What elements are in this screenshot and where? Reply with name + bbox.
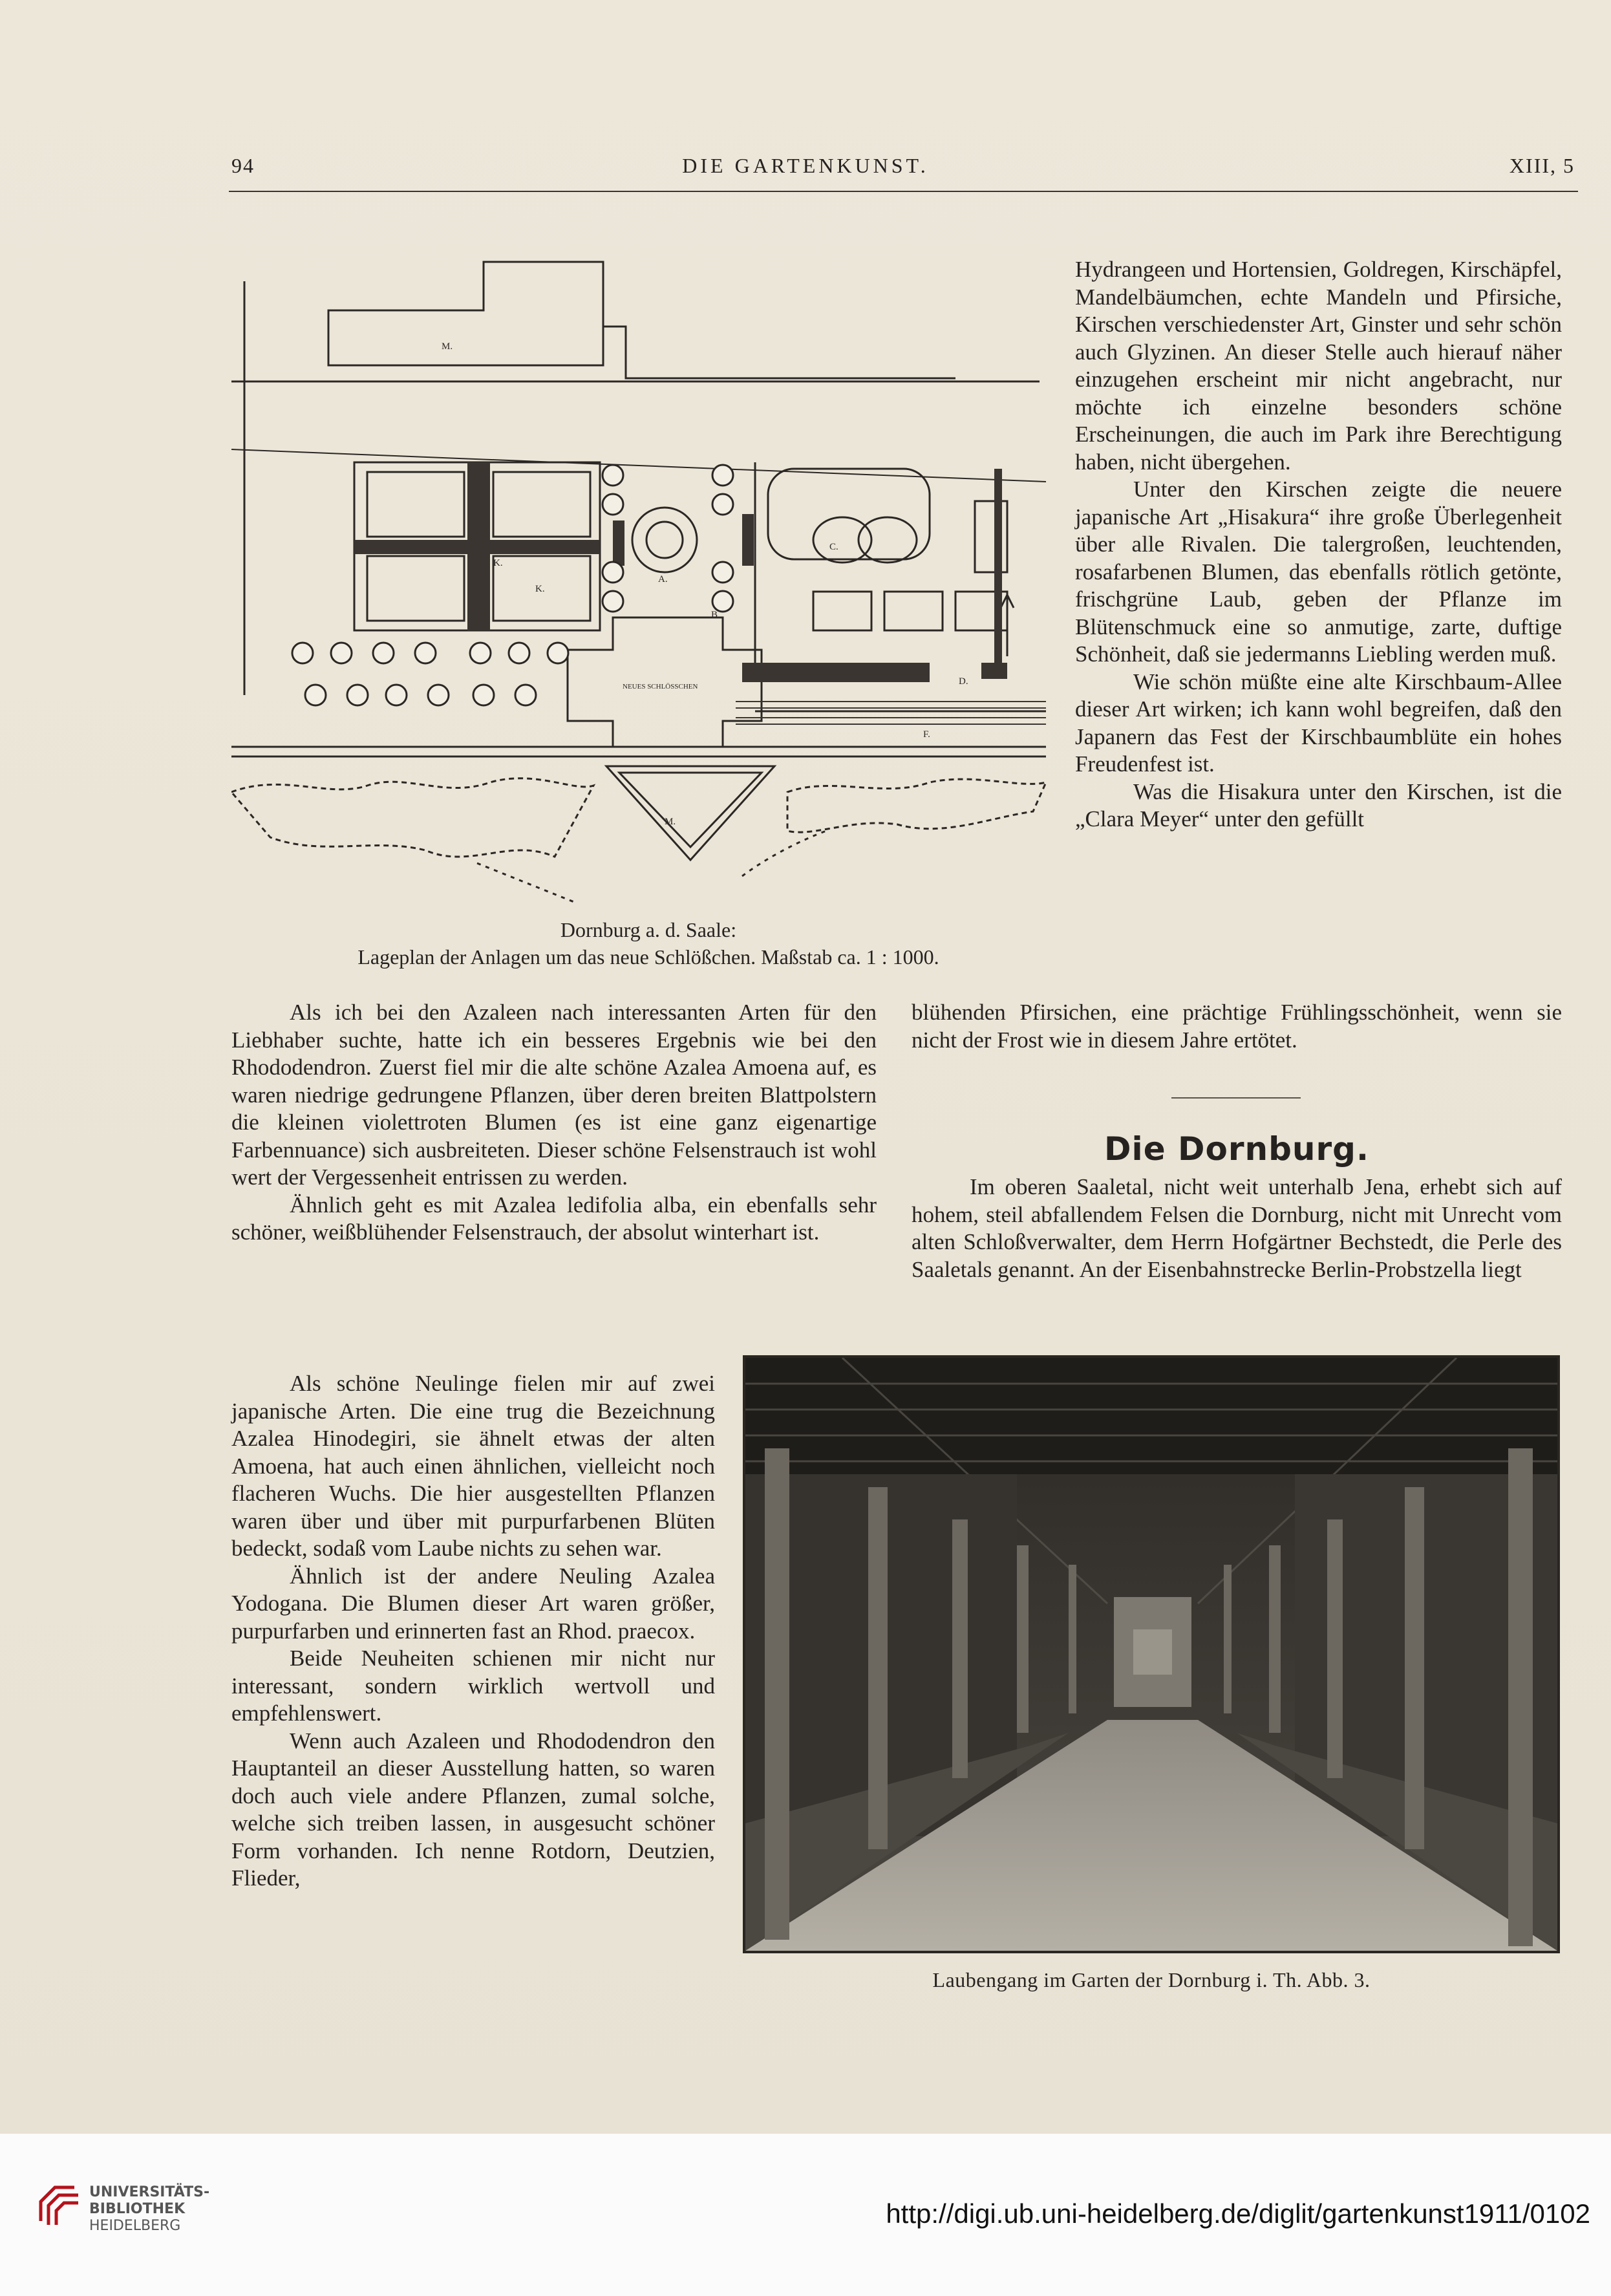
page-number: 94 <box>231 154 255 177</box>
paragraph: Ähnlich geht es mit Azalea ledifolia alba, ein ebenfalls sehr schöner, weißblühender Felsenstrauch, der absolut winterhart ist. <box>231 1192 877 1245</box>
running-head-title: DIE GARTENKUNST. <box>682 154 929 177</box>
svg-text:M.: M. <box>442 341 453 352</box>
header-rule <box>229 191 1578 192</box>
svg-text:A.: A. <box>658 574 668 585</box>
svg-text:C.: C. <box>829 542 838 552</box>
site-plan-drawing <box>231 255 1065 915</box>
paragraph: Hydrangeen und Hortensien, Goldregen, Kirschäpfel, Mandelbäumchen, echte Mandeln und Pfirsiche, Kirschen verschiedenster Art, Ginster und sehr schön auch Glyzinen. An dieser Stelle auch hierauf näher einzugehen erscheint mir nicht angebracht, nur möchte ich einzelne besonders schöne Erscheinungen, die auch im Park ihre Berechtigung haben, nicht übergehen. <box>1075 257 1562 475</box>
paragraph: Als schöne Neulinge fielen mir auf zwei japanische Arten. Die eine trug die Bezeichnung Azalea Hinodegiri, sie ähnelt etwas der alten Amoena, hat auch einen ähnlichen, vielleicht noch flacheren Wuchs. Die hier ausgestellten Pflanzen waren über und über mit purpurfarbenen Blüten bedeckt, sodaß vom Laube nichts zu sehen war. <box>231 1371 715 1561</box>
photo-caption: Laubengang im Garten der Dornburg i. Th. Abb. 3. <box>932 1968 1371 1991</box>
plan-caption-description: Lageplan der Anlagen um das neue Schlößchen. Maßstab ca. 1 : 1000. <box>357 945 939 969</box>
svg-text:M.: M. <box>665 817 676 827</box>
svg-text:K.: K. <box>493 558 503 568</box>
pergola-photo-image <box>745 1358 1557 1951</box>
library-logo-icon <box>36 2182 82 2229</box>
article-section-dornburg <box>912 1174 1562 1283</box>
paragraph: Wie schön müßte eine alte Kirschbaum-Allee dieser Art wirken; ich kann wohl begreifen, daß den Japanern das Fest der Kirschbaumblüte ein hohes Freudenfest ist. <box>1075 669 1562 777</box>
paragraph: Was die Hisakura unter den Kirschen, ist die „Clara Meyer“ unter den gefüllt <box>1075 778 1562 831</box>
article-column-left <box>231 999 877 1247</box>
paragraph-continuation: blühenden Pfirsichen, eine prächtige Frühlingsschönheit, wenn sie nicht der Frost wie in diesem Jahre ertötet. <box>912 1000 1562 1053</box>
article-column-left-narrow <box>231 1370 715 1893</box>
article-column-right-middle <box>912 999 1562 1054</box>
section-divider <box>1171 1097 1301 1099</box>
paragraph: Wenn auch Azaleen und Rhododendron den Hauptanteil an dieser Ausstellung hatten, so waren doch auch viele andere Pflanzen, zumal solche, welche sich treiben lassen, in ausgesucht schöner Form vorhanden. Ich nenne Rotdorn, Deutzien, Flieder, <box>231 1728 715 1891</box>
paragraph: Ähnlich ist der andere Neuling Azalea Yodogana. Die Blumen dieser Art waren größer, purpurfarben und erinnerten fast an Rhod. praecox. <box>231 1563 715 1644</box>
pergola-photograph <box>743 1355 1560 1953</box>
svg-text:D.: D. <box>959 676 968 687</box>
paragraph: Beide Neuheiten schienen mir nicht nur interessant, sondern wirklich wertvoll und empfehlenswert. <box>231 1646 715 1726</box>
svg-text:K.: K. <box>535 584 545 594</box>
paragraph: Als ich bei den Azaleen nach interessanten Arten für den Liebhaber suchte, hatte ich ein besseres Ergebnis wie bei den Rhododendron. Zuerst fiel mir die alte schöne Azalea Amoena auf, es waren niedrige gedrungene Pflanzen, über deren breiten Blattpolstern die kleinen violettroten Blumen (es ist eine ganz eigenartige Farbennuance) sich ausbreiteten. Dieser schöne Felsenstrauch ist wohl wert der Vergessenheit entrissen zu werden. <box>231 1000 877 1190</box>
svg-text:F.: F. <box>923 729 930 740</box>
paragraph: Im oberen Saaletal, nicht weit unterhalb Jena, erhebt sich auf hohem, steil abfallendem Felsen die Dornburg, nicht mit Unrecht vom alten Schloßverwalter, dem Herrn Hofgärtner Bechstedt, die Perle des Saaletals genannt. An der Eisenbahnstrecke Berlin-Probstzella liegt <box>912 1174 1562 1282</box>
section-title: Die Dornburg. <box>1104 1130 1369 1168</box>
site-plan-figure <box>231 255 1065 915</box>
volume-number: XIII, 5 <box>1509 154 1575 177</box>
plan-caption-title: Dornburg a. d. Saale: <box>560 918 737 941</box>
svg-text:B: B <box>711 610 718 620</box>
library-name: UNIVERSITÄTS- BIBLIOTHEK HEIDELBERG <box>89 2184 210 2234</box>
article-column-right-top <box>1075 256 1562 833</box>
paragraph: Unter den Kirschen zeigte die neuere japanische Art „Hisakura“ ihre große Überlegenheit über alle Rivalen. Die talergroßen, leuchtenden, rosafarbenen Blumen, das ebenfalls rötlich getönte, frischgrüne Laub, geben der Pflanze im Blütenschmuck eine so anmutige, zarte, duftige Schönheit, daß sie jedermanns Liebling werden muß. <box>1075 477 1562 667</box>
source-url-link[interactable]: http://digi.ub.uni-heidelberg.de/diglit/gartenkunst1911/0102 <box>886 2198 1590 2229</box>
svg-text:NEUES SCHLÖSSCHEN: NEUES SCHLÖSSCHEN <box>623 683 698 691</box>
